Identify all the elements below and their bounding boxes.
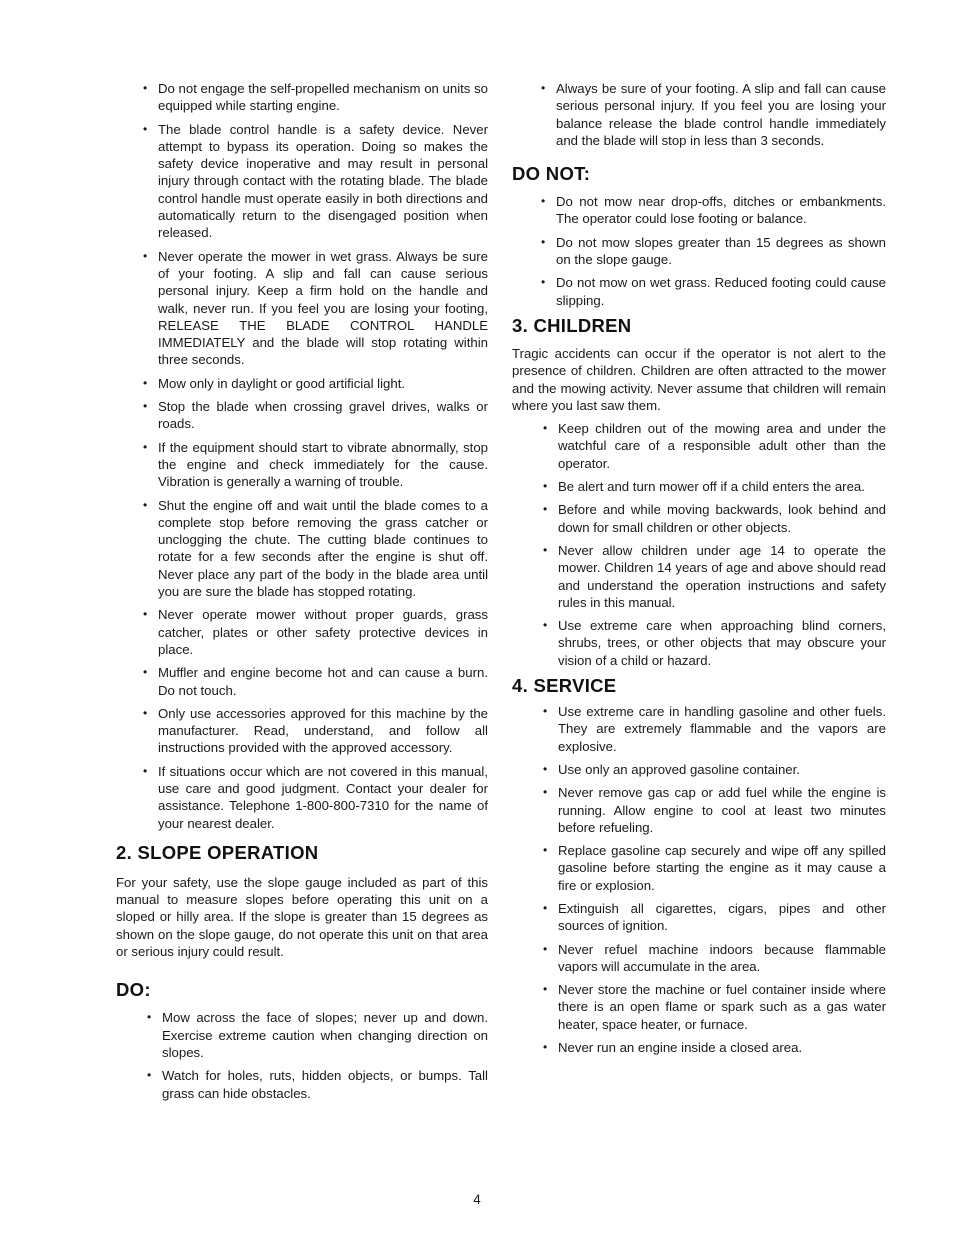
list-item: • Muffler and engine become hot and can cause a burn. Do not touch. [143,665,488,698]
list-item: • Extinguish all cigarettes, cigars, pipes and other sources of ignition. [543,900,886,934]
list-item: • Never run an engine inside a closed area. [543,1040,803,1056]
list-item: • Do not mow near drop-offs, ditches or embankments. The operator could lose footing or balance. [541,194,886,227]
bullet-icon: • [143,439,148,454]
bullet-icon: • [143,375,148,390]
list-item: • Never remove gas cap or add fuel while the engine is running. Allow engine to cool at least two minutes before refueling. [543,785,886,835]
list-item: • Do not engage the self-propelled mechanism on units so equipped while starting engine. [143,81,488,114]
bullet-icon: • [543,502,548,517]
bullet-icon: • [143,497,148,512]
list-item: • Replace gasoline cap securely and wipe off any spilled gasoline before starting the engine as it may cause a fire or explosion. [543,843,886,893]
list-item: • The blade control handle is a safety device. Never attempt to bypass its operation. Doing so makes the safety device inoperative and may result in personal injury through contact with the rotating blade. The blade control handle must operate easily in both directions and automatically return to the disengaged position when released. [143,121,488,241]
bullet-icon: • [143,81,148,95]
bullet-icon: • [143,121,148,136]
bullet-icon: • [543,704,548,719]
list-item: • Only use accessories approved for this machine by the manufacturer. Read, understand, and follow all instructions provided with the approved accessory. [143,705,488,756]
children-heading: 3. CHILDREN [512,314,632,336]
list-item: • Use only an approved gasoline container. [543,761,800,777]
service-heading: 4. SERVICE [512,675,617,697]
list-item: • Do not mow slopes greater than 15 degrees as shown on the slope gauge. [541,234,886,268]
right-column [512,80,886,1062]
list-item: • Never allow children under age 14 to operate the mower. Children 14 years of age and above should read and understand the operation instructions and safety rules in this manual. [543,542,886,610]
list-item: • If situations occur which are not covered in this manual, use care and good judgment. Contact your dealer for assistance. Telephone 1-800-800-7310 for the name of your nearest dealer. [143,763,488,831]
bullet-icon: • [543,843,548,858]
bullet-icon: • [543,785,548,800]
bullet-icon: • [541,194,546,209]
bullet-icon: • [543,479,548,494]
service-bullet-list [512,703,886,1056]
bullet-icon: • [143,248,148,263]
list-item: • Keep children out of the mowing area and under the watchful care of a responsible adult other than the operator. [543,421,886,471]
do-heading: DO: [116,979,151,1001]
slope-operation-paragraph: For your safety, use the slope gauge included as part of this manual to measure slopes before operating this unit on a sloped or hilly area. If the slope is greater than 15 degrees as shown on the slope gauge, do not operate this unit on that area or serious injury could result. [116,874,488,960]
do-not-bullet-list [512,193,886,309]
bullet-icon: • [147,1068,152,1083]
list-item: • Never store the machine or fuel container inside where there is an open flame or spark such as a gas water heater, space heater, or furnace. [543,982,886,1032]
bullet-icon: • [143,665,148,680]
list-item: • Before and while moving backwards, look behind and down for small children or other objects. [543,502,886,535]
bullet-icon: • [543,421,548,436]
list-item: • Stop the blade when crossing gravel drives, walks or roads. [143,399,488,432]
bullet-icon: • [143,607,148,622]
bullet-icon: • [541,275,546,290]
list-item: • Mow across the face of slopes; never up and down. Exercise extreme caution when changing direction on slopes. [147,1010,488,1060]
bullet-icon: • [543,982,548,997]
list-item: • Mow only in daylight or good artificial light. [143,375,406,391]
bullet-icon: • [143,399,148,414]
do-bullet-list [116,1009,488,1101]
list-item: • Never operate the mower in wet grass. Always be sure of your footing. A slip and fall can cause serious personal injury. Keep a firm hold on the handle and walk, never run. If you feel you are losing your footing, RELEASE THE BLADE CONTROL HANDLE IMMEDIATELY and the blade will stop rotating within three seconds. [143,248,488,368]
list-item: • Do not mow on wet grass. Reduced footing could cause slipping. [541,275,886,308]
bullet-icon: • [543,542,548,557]
children-paragraph: Tragic accidents can occur if the operator is not alert to the presence of children. Children are often attracted to the mower and the mowing activity. Never assume that children will remain where you last saw them. [512,345,886,413]
bullet-icon: • [543,618,548,633]
list-item: • If the equipment should start to vibrate abnormally, stop the engine and check immediately for the cause. Vibration is generally a warning of trouble. [143,439,488,490]
do-not-heading: DO NOT: [512,163,591,185]
list-item: • Always be sure of your footing. A slip and fall can cause serious personal injury. If you feel you are losing your balance release the blade control handle immediately and the blade will stop in less than 3 seconds. [541,81,886,148]
page-number: 4 [473,1192,481,1207]
list-item: • Watch for holes, ruts, hidden objects, or bumps. Tall grass can hide obstacles. [147,1068,488,1101]
list-item: • Never operate mower without proper guards, grass catcher, plates or other safety protective devices in place. [143,607,488,657]
list-item: • Use extreme care in handling gasoline and other fuels. They are extremely flammable and the vapors are explosive. [543,704,886,754]
bullet-icon: • [543,900,548,915]
bullet-icon: • [147,1010,152,1025]
bullet-icon: • [143,705,148,720]
safety-bullet-list [512,80,886,149]
bullet-icon: • [543,941,548,956]
left-column [116,80,488,1108]
slope-operation-heading: 2. SLOPE OPERATION [116,841,319,863]
safety-bullet-list [116,80,488,832]
children-bullet-list [512,420,886,669]
list-item: • Shut the engine off and wait until the blade comes to a complete stop before removing the grass catcher or unclogging the chute. The cutting blade continues to rotate for a few seconds after the engine is shut off. Never place any part of the body in the blade area until you are sure the blade has stopped rotating. [143,497,488,600]
bullet-icon: • [543,761,548,776]
bullet-icon: • [143,763,148,778]
bullet-icon: • [541,81,546,95]
list-item: • Be alert and turn mower off if a child enters the area. [543,479,865,495]
bullet-icon: • [543,1040,548,1055]
bullet-icon: • [541,234,546,249]
list-item: • Never refuel machine indoors because flammable vapors will accumulate in the area. [543,941,886,974]
list-item: • Use extreme care when approaching blind corners, shrubs, trees, or other objects that may obscure your vision of a child or hazard. [543,618,886,668]
